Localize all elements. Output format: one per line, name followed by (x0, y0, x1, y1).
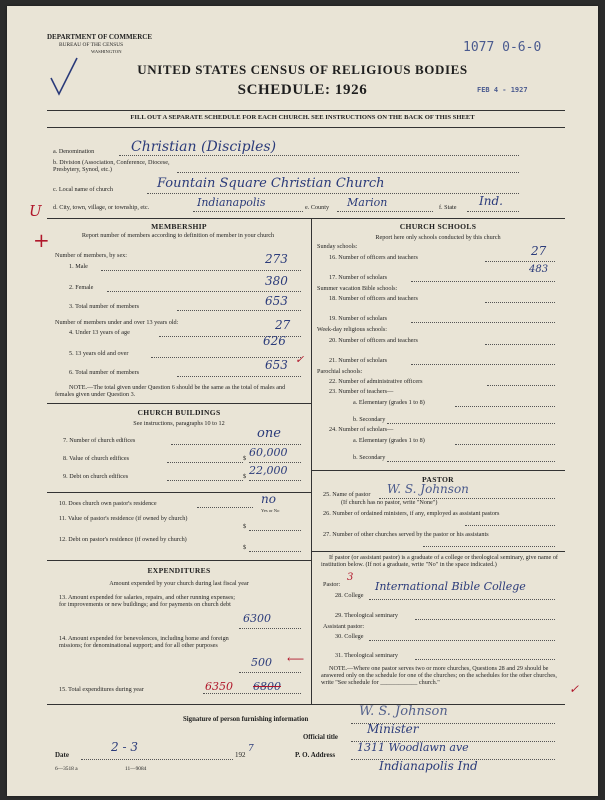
bureau-city: WASHINGTON (91, 49, 122, 54)
q17-label: 17. Number of scholars (329, 274, 388, 281)
q2-value: 380 (265, 274, 288, 288)
q30-label: 30. College (335, 633, 364, 640)
q16-value: 27 (531, 244, 547, 258)
q5-label: 5. 13 years old and over (69, 350, 129, 357)
margin-plus-mark: + (33, 228, 50, 252)
q6-label: 6. Total number of members (69, 369, 140, 376)
instruction-line: FILL OUT A SEPARATE SCHEDULE FOR EACH CHURCH. SEE INSTRUCTIONS ON THE BACK OF THIS SHEET (130, 114, 475, 121)
buildings-heading: CHURCH BUILDINGS (137, 408, 221, 417)
city-value: Indianapolis (197, 196, 266, 209)
pastor-red-mark: 3 (347, 572, 354, 583)
state-value: Ind. (479, 194, 503, 208)
q3-value: 653 (265, 294, 288, 308)
county-label: e. County (305, 204, 330, 211)
q18-label: 18. Number of officers and teachers (329, 295, 418, 302)
state-label: f. State (439, 204, 457, 211)
pastor-name: W. S. Johnson (387, 482, 469, 496)
date-label: Date (55, 751, 69, 759)
q14-label: 14. Amount expended for benevolences, including home and foreign missions; for denominational support; and for all other purposes (59, 635, 229, 649)
membership-subheading: Report number of members according to definition of member in your church (81, 232, 275, 239)
denomination-value: Christian (Disciples) (131, 139, 277, 155)
print-number: 11—9084 (125, 766, 147, 772)
q13-value: 6300 (243, 612, 271, 625)
official-title-label: Official title (303, 734, 338, 741)
q10-value: no (261, 492, 276, 506)
q31-label: 31. Theological seminary (335, 652, 398, 659)
by-age-label: Number of members under and over 13 years old: (55, 319, 179, 326)
q11-label: 11. Value of pastor's residence (if owned by church) (59, 515, 188, 522)
division-label: b. Division (Association, Conference, Diocese, Presbytery, Synod, etc.) (53, 159, 170, 173)
census-form-sheet: DEPARTMENT OF COMMERCE BUREAU OF THE CENSUS WASHINGTON 1077 0-6-0 FEB 4 - 1927 UNITED STATES CENSUS OF RELIGIOUS BODIES SCHEDULE: 1926 FILL OUT A SEPARATE SCHEDULE FOR EACH CHURCH. SEE INSTRUCTIONS ON THE BACK OF THIS SHEET a. Denomination Christian (Disciples) b. Division (Association, Conference, Diocese, Presbytery, Synod, etc.) c. Local name of church Fountain Square Christian Church U + d. City, town, village, or township, etc. Indianapolis e. County Marion f. State Ind. MEMBERSHIP Report number of members according to definition of member in your church Number of members, by sex: 1. Male 273 2. Female 380 3. Total number of members 653 Number of members under and over 13 years old: 4. Under 13 years of age 27 5. 13 years old and over 626 6. Total number of members 653 ✓ NOTE.—The total given under Question 6 should be the same as the total of males and females given under Question 3. CHURCH BUILDINGS See instructions, paragraphs 10 to 12 7. Number of church edifices one 8. Value of church edifices $ 60,000 9. Debt on church edifices $ 22,000 10. Does church own pastor's residence no Yes or No 11. Value of pastor's residence (if owned by church) $ 12. Debt on pastor's residence (if owned by church) $ EXPENDITURES Amount expended by your church during last fiscal year 13. Amount expended for salaries, repairs, and other running expenses; for improvements or new buildings; and for payments on church debt 6300 14. Amount expended for benevolences, including home and foreign missions; for denominational support; and for all other purposes 500 ⟵ 15. Total expenditures during year 6350 6800 CHURCH SCHOOLS Report here only schools conducted by this church Sunday schools: 16. Number of officers and teachers 27 17. Number of scholars 483 Summer vacation Bible schools: 18. Number of officers and teachers 19. Number of scholars Week-day religious schools: 20. Number of officers and teachers 21. Number of scholars Parochial schools: 22. Number of administrative officers 23. Number of teachers— a. Elementary (grades 1 to 8) b. Secondary 24. Number of scholars— a. Elementary (grades 1 to 8) b. Secondary PASTOR 25. Name of pastor W. S. Johnson (If church has no pastor, write "None") 26. Number of ordained ministers, if any, employed as assistant pastors 27. Number of other churches served by the pastor or his assistants If pastor (or assistant pastor) is a graduate of a college or theological seminary, give name of institution below. (If not a graduate, write "No" in the space indicated.) Pastor: 3 28. College International Bible College 29. Theological seminary Assistant pastor: 30. College 31. Theological seminary NOTE.—Where one pastor serves two or more churches, Questions 28 and 29 should be answered only on the schedule for one of the churches; on the schedules for the other churches, write "See schedule for ____________ church." ✓ Signature of person furnishing information W. S. Johnson Official title Minister Date 2 - 3 192 7 P. O. Address 1311 Woodlawn ave Indianapolis Ind 6—3518 a 11—9084 (7, 6, 598, 796)
q17-value: 483 (529, 264, 549, 275)
q1-label: 1. Male (69, 263, 88, 270)
denomination-label: a. Denomination (53, 148, 95, 155)
q29-label: 29. Theological seminary (335, 612, 398, 619)
pastor-note: NOTE.—Where one pastor serves two or more churches, Questions 28 and 29 should be answered only on the schedule for one of the churches; on the schedules for the other churches, write "See schedule for ____________ church." (321, 665, 557, 686)
city-label: d. City, town, village, or township, etc. (53, 204, 150, 211)
yes-no-hint: Yes or No (261, 508, 280, 513)
date-value: 2 - 3 (111, 740, 138, 754)
local-name-label: c. Local name of church (53, 186, 113, 193)
membership-heading: MEMBERSHIP (151, 222, 207, 231)
q22-label: 22. Number of administrative officers (329, 378, 423, 385)
buildings-subheading: See instructions, paragraphs 10 to 12 (133, 420, 225, 427)
q27-label: 27. Number of other churches served by the pastor or his assistants (323, 531, 489, 538)
by-sex-label: Number of members, by sex: (55, 252, 127, 259)
official-title-value: Minister (367, 722, 419, 736)
graduate-note: If pastor (or assistant pastor) is a graduate of a college or theological seminary, give name of institution below. (If not a graduate, write "No" in the space indicated.) (321, 554, 558, 568)
q15-value: 6800 (253, 680, 281, 693)
q12-label: 12. Debt on pastor's residence (if owned by church) (59, 536, 187, 543)
q4-value: 27 (275, 318, 291, 332)
q7-label: 7. Number of church edifices (63, 437, 136, 444)
q13-label: 13. Amount expended for salaries, repairs, and other running expenses; for improvements or new buildings; and for payments on church debt (59, 594, 235, 608)
address-label: P. O. Address (295, 751, 336, 759)
local-name-value: Fountain Square Christian Church (157, 176, 385, 191)
received-date-stamp: FEB 4 - 1927 (477, 86, 528, 94)
year-prefix: 192 (235, 751, 246, 759)
q9-label: 9. Debt on church edifices (63, 473, 129, 480)
q10-label: 10. Does church own pastor's residence (59, 500, 157, 507)
q4-label: 4. Under 13 years of age (69, 329, 130, 336)
signature-value: W. S. Johnson (359, 704, 448, 719)
q9-value: 22,000 (249, 464, 288, 477)
county-value: Marion (347, 196, 388, 209)
expenditures-subheading: Amount expended by your church during last fiscal year (109, 580, 249, 587)
address-line2: Indianapolis Ind (379, 759, 478, 773)
schools-subheading: Report here only schools conducted by this church (375, 234, 501, 241)
department-name: DEPARTMENT OF COMMERCE (47, 33, 153, 41)
bureau-name: BUREAU OF THE CENSUS (59, 42, 124, 48)
membership-note: NOTE.—The total given under Question 6 should be the same as the total of males and females given under Question 3. (55, 384, 286, 398)
q15-red-value: 6350 (205, 680, 233, 693)
q7-value: one (257, 426, 281, 441)
address-line1: 1311 Woodlawn ave (357, 741, 469, 754)
q20-label: 20. Number of officers and teachers (329, 337, 418, 344)
q8-label: 8. Value of church edifices (63, 455, 130, 462)
pastor-heading: PASTOR (422, 475, 454, 484)
q28-label: 28. College (335, 592, 364, 599)
q14-value: 500 (251, 656, 272, 669)
schedule-title: SCHEDULE: 1926 (237, 82, 368, 98)
q8-value: 60,000 (249, 446, 288, 459)
q25-label: 25. Name of pastor (323, 491, 371, 498)
q15-label: 15. Total expenditures during year (59, 686, 144, 693)
q19-label: 19. Number of scholars (329, 315, 388, 322)
q23-label: 23. Number of teachers— (329, 388, 394, 395)
q2-label: 2. Female (69, 284, 94, 291)
college-value: International Bible College (375, 580, 526, 593)
signature-label: Signature of person furnishing information (183, 716, 309, 723)
year-digit: 7 (248, 744, 254, 754)
margin-u-mark: U (29, 202, 42, 220)
expenditures-heading: EXPENDITURES (147, 566, 211, 575)
q24-label: 24. Number of scholars— (329, 426, 394, 433)
form-title: UNITED STATES CENSUS OF RELIGIOUS BODIES (137, 62, 468, 77)
schools-heading: CHURCH SCHOOLS (399, 222, 477, 231)
q5-value: 626 (263, 334, 286, 348)
q1-value: 273 (265, 252, 288, 266)
q3-label: 3. Total number of members (69, 303, 140, 310)
q26-label: 26. Number of ordained ministers, if any, employed as assistant pastors (323, 510, 500, 517)
q6-value: 653 (265, 358, 288, 372)
stamp-number: 1077 0-6-0 (463, 40, 542, 55)
q16-label: 16. Number of officers and teachers (329, 254, 418, 261)
form-number: 6—3518 a (55, 766, 78, 772)
q21-label: 21. Number of scholars (329, 357, 388, 364)
